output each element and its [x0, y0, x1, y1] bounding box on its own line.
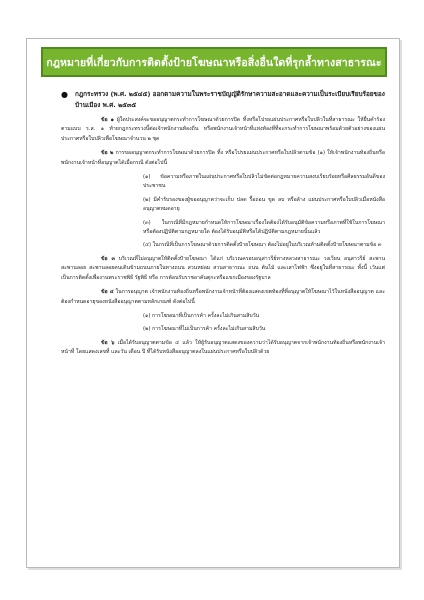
document-content	[61, 89, 385, 363]
clause-1-number: ข้อ ๑	[101, 117, 114, 123]
clause-2-item: (๒) มีคำรับรองของผู้ขออนุญาตว่าจะเก็บ ปลด รื้อถอน ขูด ลบ หรือล้าง แผ่นประกาศหรือใบปลิวเมื่อหนังสืออนุญาตหมดอายุ	[143, 196, 385, 213]
clause-2	[61, 149, 385, 168]
banner-title: กฎหมายที่เกี่ยวกับการติดตั้งป้ายโฆษณาหรือสิ่งอื่นใดที่รุกล้ำทางสาธารณะ	[46, 56, 382, 69]
clause-1	[61, 116, 385, 144]
clause-4-item: (๑) การโฆษณาที่เป็นการค้า ครั้งละไม่เกินสามสิบวัน	[143, 312, 260, 319]
law-heading	[61, 89, 385, 111]
clause-5	[61, 339, 385, 358]
clause-4	[61, 288, 385, 307]
clause-2-item: (๓) ในกรณีที่มีกฎหมายกำหนดให้การโฆษณาเรื่องใดต้องได้รับอนุมัติข้อความหรือภาพที่ใช้ในการโฆษณา หรือต้องปฏิบัติตามกฎหมายใด ต้องได้รับอนุมัติหรือได้ปฏิบัติตามกฎหมายนั้นแล้ว	[143, 219, 385, 236]
clause-3-text: บริเวณที่ไม่อนุญาตให้ติดตั้งป้ายโฆษณา ได้แก่ บริเวณครอบอนุสาวรีย์ทางหลวงสาธารณะ วงเวียน อนุสาวรีย์ สะพาน สะพานลอย สะพานลอยคนเดินข้ามถนนภายในทางถนน สวนหย่อม สวนสาธารณะ ถนน ต้นไม้ และเสาไฟฟ้า ซึ่งอยู่ในที่สาธารณะ ทั้งนี้ เว้นแต่ เป็นการติดตั้งเพื่องานพระราชพิธี รัฐพิธี หรือ การต้อนรับราชอาคันตุกะหรือแขกเมืองของรัฐบาล	[61, 255, 386, 281]
clause-2-item: (๑) ข้อความหรือภาพในแผ่นประกาศหรือใบปลิวไม่ขัดต่อกฎหมายความสงบเรียบร้อยหรือศีลธรรมอันดีของประชาชน	[143, 174, 385, 190]
clause-1-text: ผู้ใดประสงค์จะขออนุญาตกระทำการโฆษณาด้วยการปิด ทิ้งหรือโปรยแผ่นประกาศหรือใบปลิวในที่สาธารณะ ให้ยื่นคำร้องตามแบบ ร.ส. ๑ ท้ายกฎกระทรวงนี้ต่อเจ้าพนักงานท้องถิ่น หรือพนักงานเจ้าหน้าที่แห่งท้องที่ที่จะกระทำการโฆษณาพร้อมด้วยตัวอย่างของแผ่นประกาศหรือใบปลิวเพื่อโฆษณาจำนวน ๒ ชุด	[61, 117, 385, 142]
clause-2-text: การขออนุญาตกระทำการโฆษณาด้วยการปิด ทิ้ง หรือโปรยแผ่นประกาศหรือใบปลิวตามข้อ (๑) ให้เจ้าพนักงานท้องถิ่นหรือพนักงานเจ้าหน้าที่อนุญาตได้เมื่อกรณี ดังต่อไปนี้	[61, 150, 385, 166]
clause-3	[61, 255, 385, 283]
clause-4-number: ข้อ ๔	[101, 289, 114, 296]
clause-2-number: ข้อ ๒	[101, 150, 114, 157]
title-banner	[41, 47, 387, 77]
clause-5-number: ข้อ ๖	[101, 339, 115, 346]
bullet-icon: ●	[61, 90, 68, 99]
law-heading-text: กฎกระทรวง (พ.ศ. ๒๕๔๕) ออกตามความในพระราชบัญญัติรักษาความสะอาดและความเป็นระเบียบเรียบร้อยของบ้านเมือง พ.ศ. ๒๕๓๕	[75, 90, 385, 109]
document-frame	[26, 38, 400, 568]
clause-5-text: เมื่อได้รับอนุญาตตามข้อ ๔ แล้ว ให้ผู้รับอนุญาตแสดงของความว่าได้รับอนุญาตจากเจ้าพนักงานท้องถิ่นหรือพนักงานเจ้าหน้าที่ โดยแสดงเลขที่ และวัน เดือน ปี ที่ได้รับหนังสืออนุญาตลงในแผ่นประกาศหรือใบปลิวด้วย	[61, 339, 385, 356]
clause-4-item: (๒) การโฆษณาที่ไม่เป็นการค้า ครั้งละไม่เกินสามสิบวัน	[143, 326, 266, 333]
clause-4-text: ในการอนุญาต เจ้าพนักงานท้องถิ่นหรือพนักงานเจ้าหน้าที่ต้องแสดงเขตท้องที่ที่อนุญาตให้โฆษณาไว้ในหนังสืออนุญาต และต้องกำหนดอายุของหนังสืออนุญาตตามหลักเกณฑ์ ดังต่อไปนี้	[61, 289, 385, 305]
clause-2-item: (๔) ในกรณีที่เป็นการโฆษณาด้วยการติดตั้งป้ายโฆษณา ต้องไม่อยู่ในบริเวณห้ามติดตั้งป้ายโฆษณาตามข้อ ๓	[143, 242, 382, 249]
clause-3-number: ข้อ ๓	[101, 255, 116, 262]
